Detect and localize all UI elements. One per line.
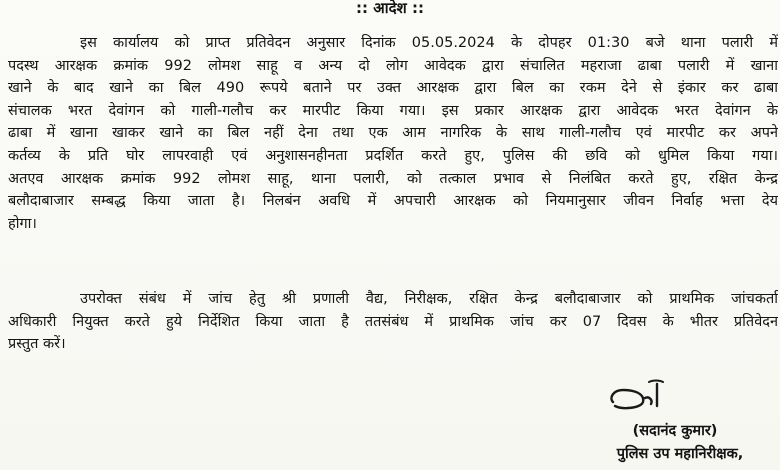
paragraph-line: बलौदाबाजार सम्बद्ध किया जाता है। निलबंन अवधि में अपचारी आरक्षक को नियमानुसार जीवन निर्वाह भत्ता देय [8,193,778,210]
paragraph-line: खाने के बाद खाने का बिल 490 रूपये बताने पर उक्त आरक्षक द्वारा बिल का रकम देने से इंकार कर ढाबा [8,80,778,97]
signatory-name: (सदानंद कुमार) [632,423,718,439]
paragraph-line: होगा। [8,215,37,232]
paragraph-line: प्रस्तुत करें। [8,336,66,353]
paragraph-line: उपरोक्त संबंध में जांच हेतु श्री प्रणाली वैद्य, निरीक्षक, रक्षित केन्द्र बलौदाबाजार को प्राथमिक जांचकर्ता [80,291,778,307]
paragraph-line: पदस्थ आरक्षक क्रमांक 992 लोमश साहू व अन्य दो लोग आवेदक द्वारा संचालित महराजा ढाबा पलारी में खाना [8,57,778,74]
signatory-designation: पुलिस उप महानिरीक्षक, [616,446,744,462]
paragraph-line: कर्तव्य के प्रति घोर लापरवाही एवं अनुशासनहीनता प्रदर्शित करते हुए, पुलिस की छवि को धुमिल किया गया। [8,147,778,164]
paragraph-line: अधिकारी नियुक्त करते हुये निर्देशित किया जाता है ततसंबंध में प्राथमिक जांच कर 07 दिवस के भीतर प्रतिवेदन [8,313,778,330]
order-paragraph-1 [8,32,778,235]
paragraph-line: अतएव आरक्षक क्रमांक 992 लोमश साहू, थाना पलारी, को तत्काल प्रभाव से निलंबित करते हुए, रक्षित केन्द्र [8,170,778,187]
order-heading: :: आदेश :: [356,0,424,17]
handwritten-signature [605,376,685,416]
order-paragraph-2 [8,288,778,356]
paragraph-line: संचालक भरत देवांगन को गाली-गलौच कर मारपीट किया गया। इस प्रकार आरक्षक द्वारा आवेदक भरत देवांगन के [8,102,778,119]
paragraph-line: ढाबा में खाना खाकर खाने का बिल नहीं देना तथा एक आम नागरिक के साथ गाली-गलौच एवं मारपीट कर अपने [8,125,778,142]
paragraph-line: इस कार्यालय को प्राप्त प्रतिवेदन अनुसार दिनांक 05.05.2024 के दोपहर 01:30 बजे थाना पलारी में [80,35,778,51]
